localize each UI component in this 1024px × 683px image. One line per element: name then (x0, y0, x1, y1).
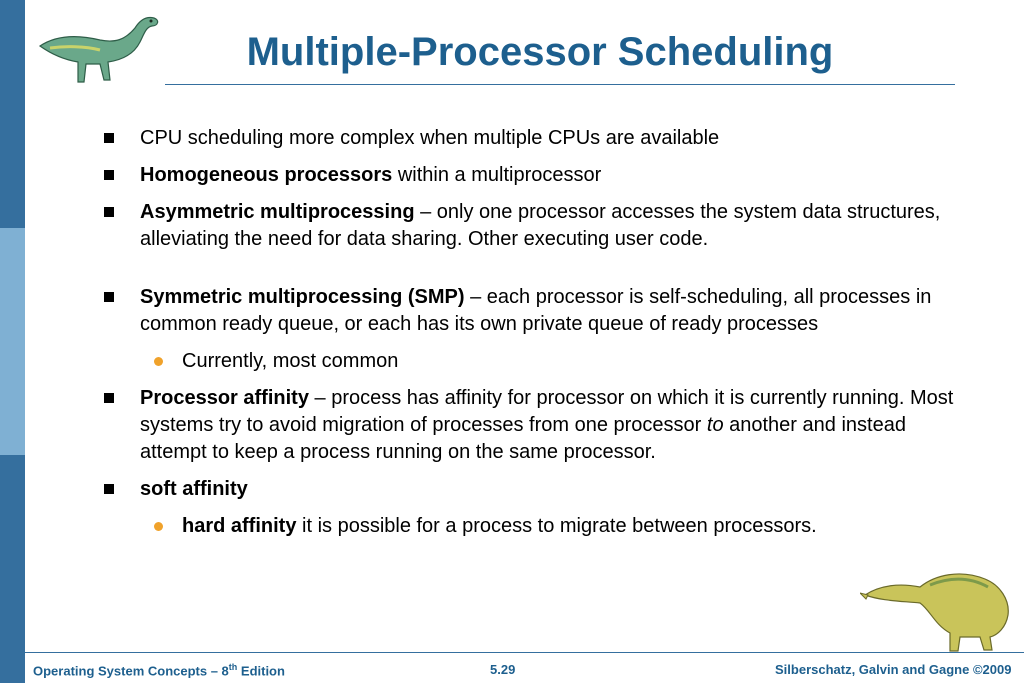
bullet-item (100, 125, 960, 152)
bullet-item (100, 284, 960, 338)
square-bullet-icon (104, 484, 114, 494)
bullet-item (100, 385, 960, 466)
dinosaur-logo-bottom (860, 555, 1020, 655)
footer-authors: Silberschatz, Galvin and Gagne ©2009 (775, 662, 1012, 677)
round-bullet-icon (154, 357, 163, 366)
square-bullet-icon (104, 207, 114, 217)
footer-divider (25, 652, 1024, 653)
slide-content (100, 125, 960, 550)
square-bullet-icon (104, 393, 114, 403)
sub-bullet-text: it is possible for a process to migrate between processors. (296, 515, 817, 537)
bullet-text: – only one processor accesses the system data structures, alleviating the need for data sharing. Other executing user code. (140, 201, 941, 250)
title-divider (165, 84, 955, 85)
left-bar-segment-middle (0, 228, 25, 455)
bullet-term: Homogeneous processors (140, 164, 393, 186)
sub-bullet-text: Currently, most common (182, 350, 399, 372)
bullet-term: Symmetric multiprocessing (SMP) (140, 286, 465, 308)
square-bullet-icon (104, 170, 114, 180)
bullet-text: – process has affinity for processor on which it is currently running. Most systems try to avoid migration of processes from one processor (140, 387, 954, 436)
footer-edition-text: Edition (237, 663, 285, 679)
bullet-item (100, 476, 960, 503)
sub-bullet-term: hard affinity (182, 515, 297, 537)
bullet-term: soft affinity (140, 478, 248, 500)
bullet-text: CPU scheduling more complex when multiple CPUs are available (140, 127, 720, 149)
left-bar-segment-top (0, 0, 25, 228)
bullet-item (100, 162, 960, 189)
footer-book-title (33, 662, 285, 678)
bullet-text: another and instead attempt to keep a process running on the same processor. (140, 414, 906, 463)
footer-book-title-text: Operating System Concepts – 8 (33, 663, 229, 679)
left-bar-segment-bottom (0, 455, 25, 683)
bullet-text: within a multiprocessor (392, 164, 602, 186)
left-color-bar (0, 0, 25, 683)
square-bullet-icon (104, 292, 114, 302)
bullet-emphasis: to (706, 414, 724, 436)
round-bullet-icon (154, 522, 163, 531)
bullet-term: Processor affinity (140, 387, 309, 409)
footer-edition-sup: th (228, 662, 238, 672)
bullet-item (100, 199, 960, 253)
dinosaur-logo-top (30, 6, 190, 86)
footer-page-number: 5.29 (490, 662, 516, 677)
sub-bullet-item (100, 513, 960, 540)
slide-title: Multiple-Processor Scheduling (246, 30, 834, 74)
bullet-text: – each processor is self-scheduling, all processes in common ready queue, or each has its own private queue of ready processes (140, 286, 932, 335)
sub-bullet-item (100, 348, 960, 375)
bullet-term: Asymmetric multiprocessing (140, 201, 415, 223)
square-bullet-icon (104, 133, 114, 143)
